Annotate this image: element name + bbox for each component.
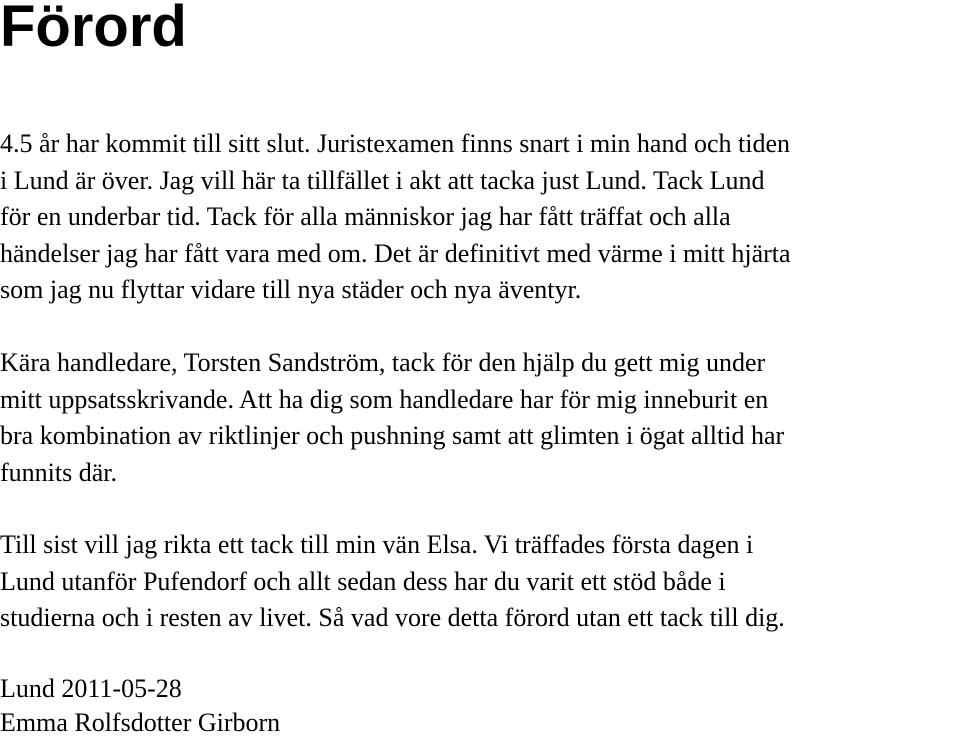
text-line: 4.5 år har kommit till sitt slut. Juristexamen finns snart i min hand och tiden [0,129,791,158]
signature-block [0,672,280,740]
text-line: funnits där. [0,457,117,487]
text-line: bra kombination av riktlinjer och pushning samt att glimten i ögat alltid har [0,421,785,451]
text-line: som jag nu flyttar vidare till nya städer och nya äventyr. [0,275,582,305]
signature-name: Emma Rolfsdotter Girborn [0,708,281,737]
text-line: för en underbar tid. Tack för alla människor jag har fått träffat och alla [0,202,731,232]
paragraph-intro [0,126,958,309]
text-line: Kära handledare, Torsten Sandström, tack för den hjälp du gett mig under [0,348,766,377]
text-line: Till sist vill jag rikta ett tack till min vän Elsa. Vi träffades första dagen i [0,530,754,559]
text-line: händelser jag har fått vara med om. Det är definitivt med värme i mitt hjärta [0,238,791,268]
text-line: mitt uppsatsskrivande. Att ha dig som handledare har för mig inneburit en [0,384,769,414]
text-line: i Lund är över. Jag vill här ta tillfället i akt att tacka just Lund. Tack Lund [0,165,765,195]
page-title: Förord [0,0,187,59]
paragraph-supervisor [0,345,958,491]
text-line: studierna och i resten av livet. Så vad vore detta förord utan ett tack till dig. [0,603,785,633]
signature-place-date: Lund 2011-05-28 [0,674,182,703]
text-line: Lund utanför Pufendorf och allt sedan dess har du varit ett stöd både i [0,566,726,596]
paragraph-friend [0,527,958,637]
